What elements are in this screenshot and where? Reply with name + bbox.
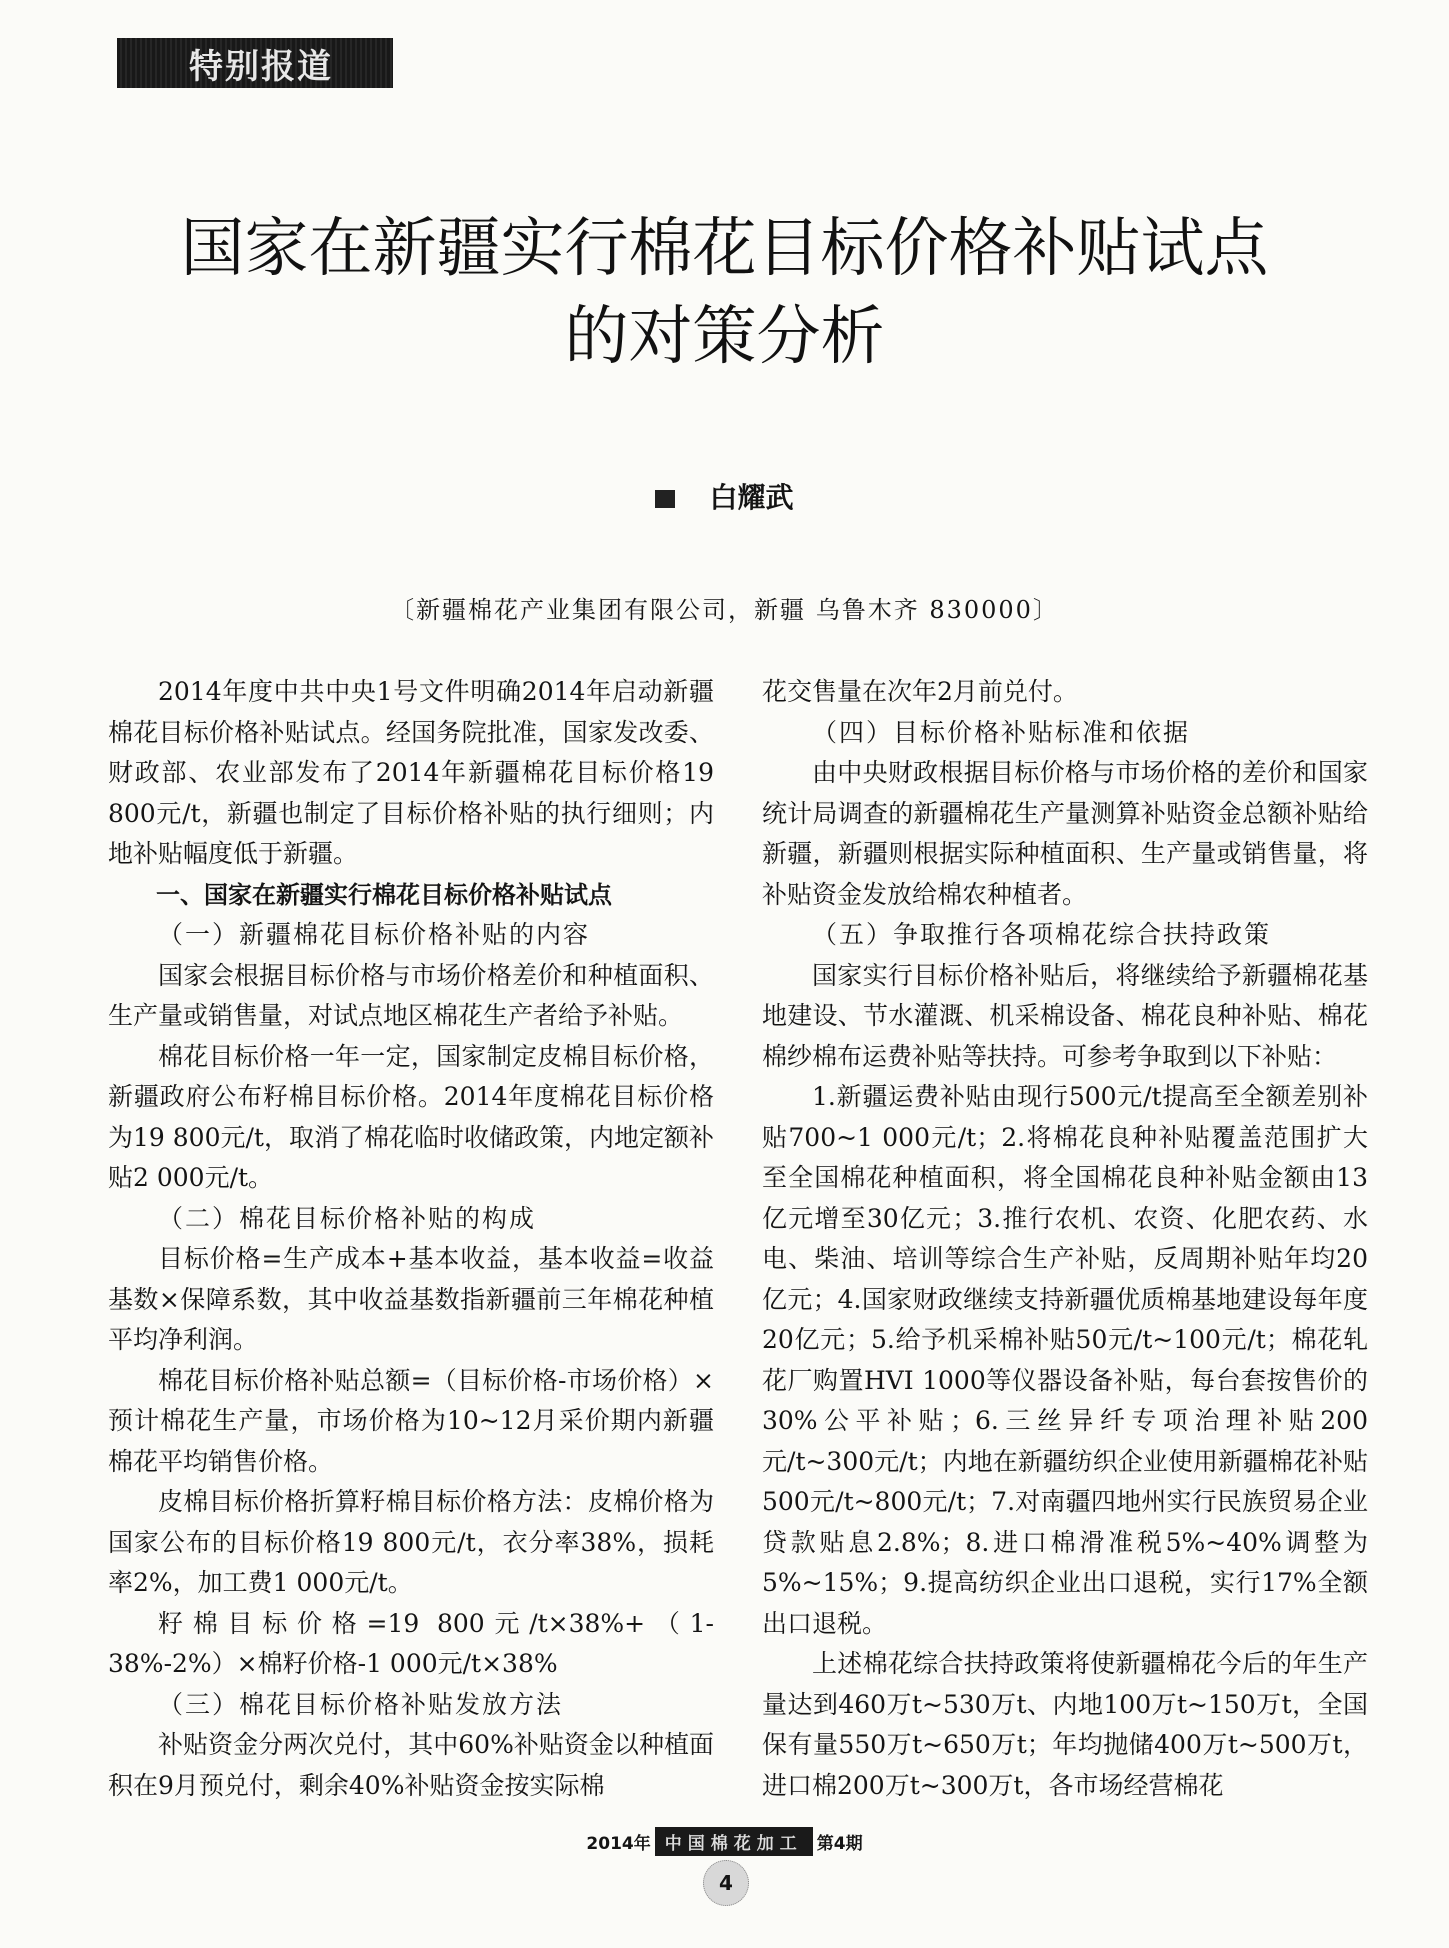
- subsection-heading: （四）目标价格补贴标准和依据: [812, 717, 1191, 747]
- paragraph: 棉花目标价格一年一定，国家制定皮棉目标价格，新疆政府公布籽棉目标价格。2014年度棉花目标价格为19 800元/t，取消了棉花临时收储政策，内地定额补贴2 000元/t。: [108, 1041, 714, 1192]
- paragraph: 由中央财政根据目标价格与市场价格的差价和国家统计局调查的新疆棉花生产量测算补贴资金总额补贴给新疆，新疆则根据实际种植面积、生产量或销售量，将补贴资金发放给棉农种植者。: [762, 758, 1368, 909]
- paragraph: 上述棉花综合扶持政策将使新疆棉花今后的年生产量达到460万t~530万t、内地100万t~150万t，全国保有量550万t~650万t；年均抛储400万t~500万t，进口棉200万t~300万t，各市场经营棉花: [762, 1649, 1368, 1800]
- paragraph: 国家会根据目标价格与市场价格差价和种植面积、生产量或销售量，对试点地区棉花生产者给予补贴。: [108, 960, 714, 1030]
- paragraph: 国家实行目标价格补贴后，将继续给予新疆棉花基地建设、节水灌溉、机采棉设备、棉花良种补贴、棉花棉纱棉布运费补贴等扶持。可参考争取到以下补贴：: [762, 960, 1368, 1071]
- page-number: 4: [703, 1860, 749, 1906]
- title-line-2: 的对策分析: [564, 300, 885, 374]
- paragraph: 补贴资金分两次兑付，其中60%补贴资金以种植面积在9月预兑付，剩余40%补贴资金按实际棉: [108, 1730, 714, 1800]
- paragraph-continued: 花交售量在次年2月前兑付。: [762, 677, 1078, 706]
- section-banner: [117, 38, 393, 88]
- left-column: [108, 672, 714, 1806]
- author-line: [0, 476, 1449, 516]
- paragraph: 籽棉目标价格=19 800元/t×38%+（1-38%-2%）×棉籽价格-1 000元/t×38%: [108, 1608, 714, 1678]
- affiliation: 〔新疆棉花产业集团有限公司，新疆 乌鲁木齐 830000〕: [390, 596, 1059, 624]
- footer-journal-name: 中国棉花加工: [655, 1827, 813, 1856]
- right-column: [762, 672, 1368, 1806]
- subsection-heading: （三）棉花目标价格补贴发放方法: [158, 1689, 564, 1719]
- section-heading: 一、国家在新疆实行棉花目标价格补贴试点: [156, 880, 612, 909]
- paragraph: 1.新疆运费补贴由现行500元/t提高至全额差别补贴700~1 000元/t；2.将棉花良种补贴覆盖范围扩大至全国棉花种植面积，将全国棉花良种补贴金额由13亿元增至30亿元；3.推行农机、农资、化肥农药、水电、柴油、培训等综合生产补贴，反周期补贴年均20亿元；4.国家财政继续支持新疆优质棉基地建设每年度20亿元；5.给予机采棉补贴50元/t~100元/t；棉花轧花厂购置HVI 1000等仪器设备补贴，每台套按售价的30%公平补贴；6.三丝异纤专项治理补贴200元/t~300元/t；内地在新疆纺织企业使用新疆棉花补贴500元/t~800元/t；7.对南疆四地州实行民族贸易企业贷款贴息2.8%；8.进口棉滑准税5%~40%调整为5%~15%；9.提高纺织企业出口退税，实行17%全额出口退税。: [762, 1082, 1368, 1638]
- paragraph: 2014年度中共中央1号文件明确2014年启动新疆棉花目标价格补贴试点。经国务院批准，国家发改委、财政部、农业部发布了2014年新疆棉花目标价格19 800元/t，新疆也制定了目标价格补贴的执行细则；内地补贴幅度低于新疆。: [108, 677, 714, 868]
- author-name: 白耀武: [709, 481, 794, 514]
- article-title: [0, 205, 1449, 381]
- section-banner-label: 特别报道: [189, 46, 333, 87]
- paragraph: 棉花目标价格补贴总额=（目标价格-市场价格）×预计棉花生产量，市场价格为10~12月采价期内新疆棉花平均销售价格。: [108, 1365, 714, 1476]
- footer-issue: 第4期: [816, 1834, 863, 1854]
- paragraph: 皮棉目标价格折算籽棉目标价格方法：皮棉价格为国家公布的目标价格19 800元/t，衣分率38%，损耗率2%，加工费1 000元/t。: [108, 1487, 714, 1597]
- subsection-heading: （一）新疆棉花目标价格补贴的内容: [158, 920, 591, 949]
- page-footer: [0, 1827, 1449, 1856]
- footer-year: 2014年: [586, 1834, 651, 1854]
- subsection-heading: （二）棉花目标价格补贴的构成: [158, 1203, 537, 1233]
- title-line-1: 国家在新疆实行棉花目标价格补贴试点: [180, 212, 1269, 286]
- author-marker-icon: [655, 490, 675, 508]
- paragraph: 目标价格=生产成本+基本收益，基本收益=收益基数×保障系数，其中收益基数指新疆前三年棉花种植平均净利润。: [108, 1244, 714, 1354]
- subsection-heading: （五）争取推行各项棉花综合扶持政策: [812, 920, 1272, 949]
